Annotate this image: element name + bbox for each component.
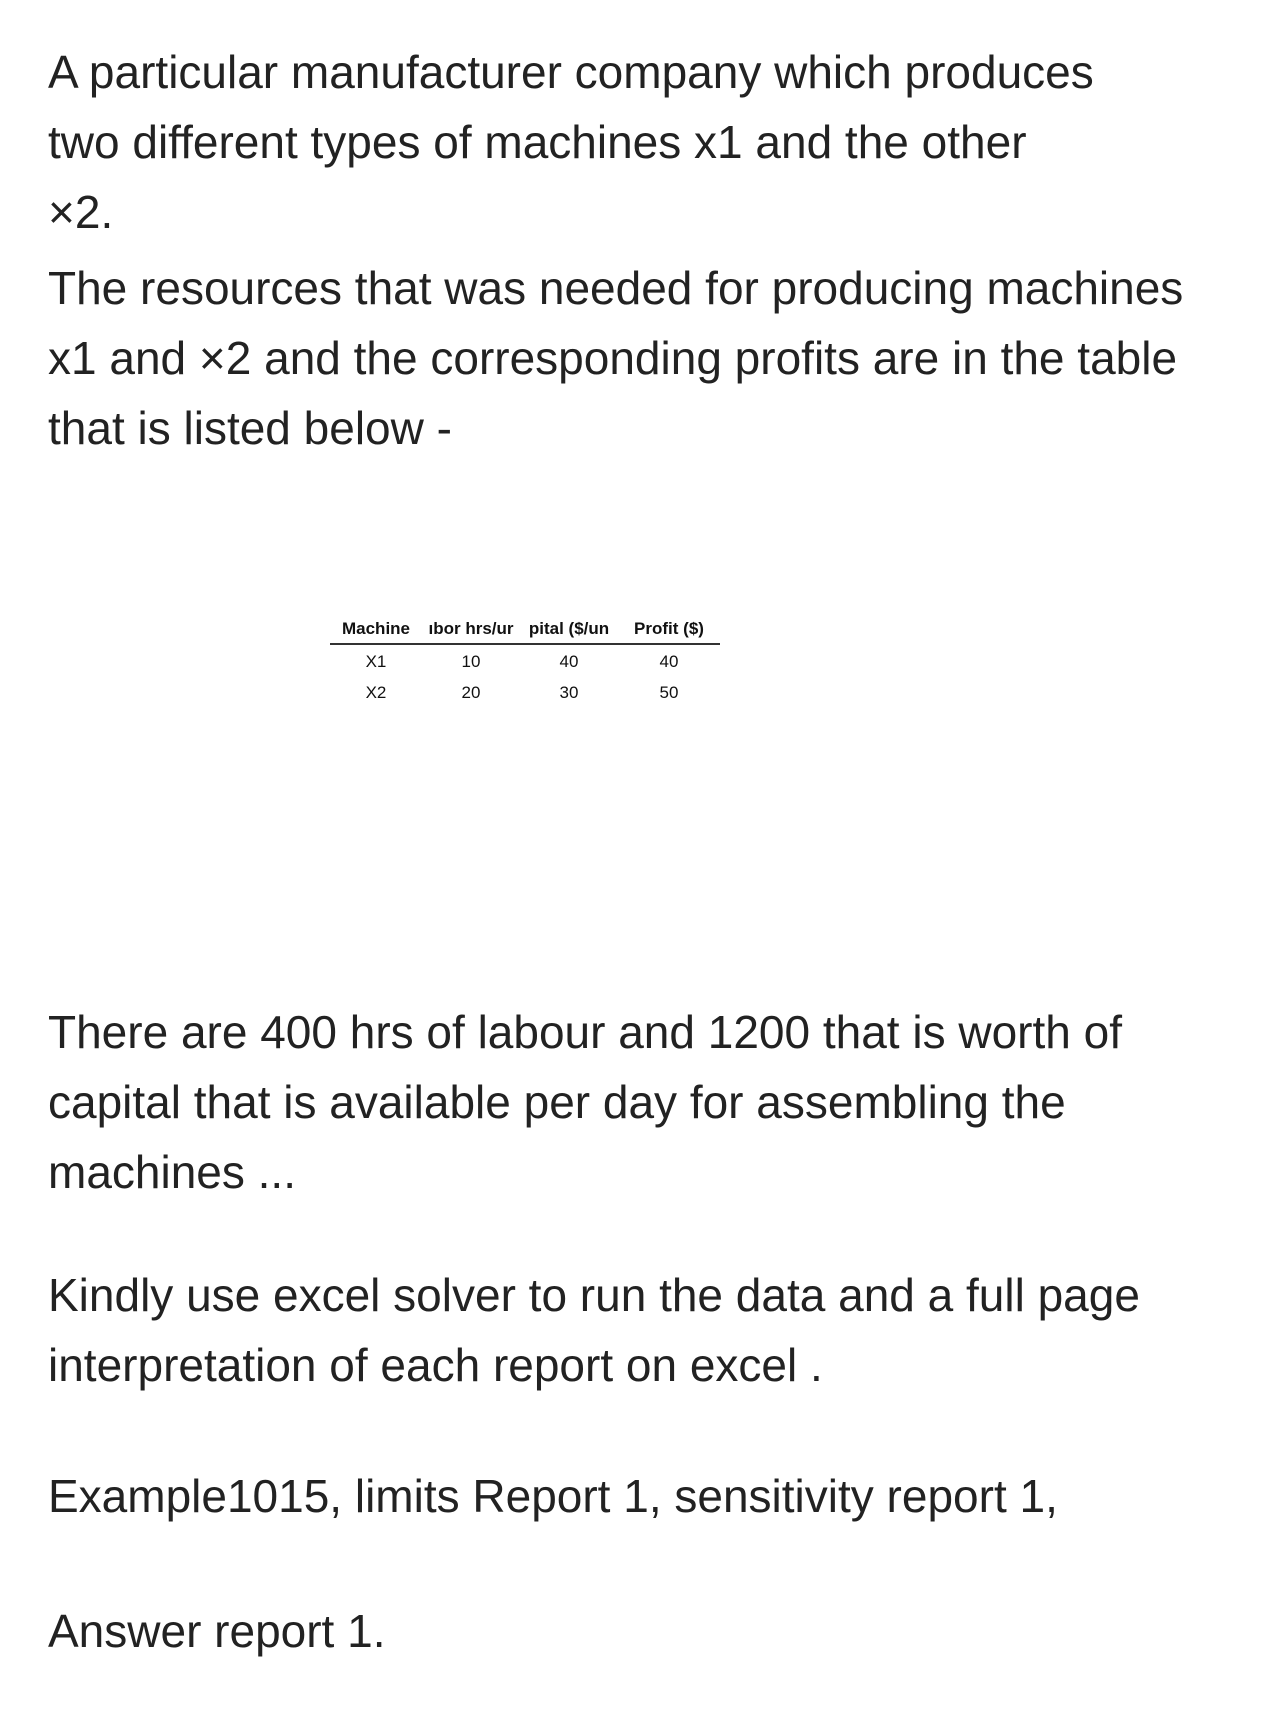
cell-machine: X1 <box>365 651 387 671</box>
header-profit: Profit ($) <box>618 619 720 644</box>
cell-profit: 50 <box>659 682 679 702</box>
cell-labor-hours: 10 <box>461 651 481 671</box>
answer-report-paragraph: Answer report 1. <box>48 1605 386 1657</box>
cell-capital: 30 <box>559 682 579 702</box>
table-row <box>330 644 720 676</box>
resources-table-image <box>330 619 720 707</box>
cell-labor-hours: 20 <box>461 682 481 702</box>
header-machine: Machine <box>330 619 422 644</box>
header-capital: pital ($/un <box>520 619 618 644</box>
resources-paragraph: The resources that was needed for producing machines x1 and ×2 and the corresponding profits are in the table that is listed below - <box>48 262 1184 454</box>
cell-profit: 40 <box>659 651 679 671</box>
table-row <box>330 676 720 707</box>
header-labor-hours: ıbor hrs/ur <box>422 619 520 644</box>
intro-paragraph: A particular manufacturer company which produces two different types of machines x1 and the other ×2. <box>48 46 1094 238</box>
reports-list-paragraph: Example1015, limits Report 1, sensitivity report 1, <box>48 1470 1058 1522</box>
table-header-row <box>330 619 720 644</box>
cell-machine: X2 <box>365 682 387 702</box>
instructions-paragraph: Kindly use excel solver to run the data and a full page interpretation of each report on excel . <box>48 1269 1140 1391</box>
resources-table <box>330 619 720 707</box>
availability-paragraph: There are 400 hrs of labour and 1200 that is worth of capital that is available per day for assembling the machines ... <box>48 1006 1122 1198</box>
cell-capital: 40 <box>559 651 579 671</box>
